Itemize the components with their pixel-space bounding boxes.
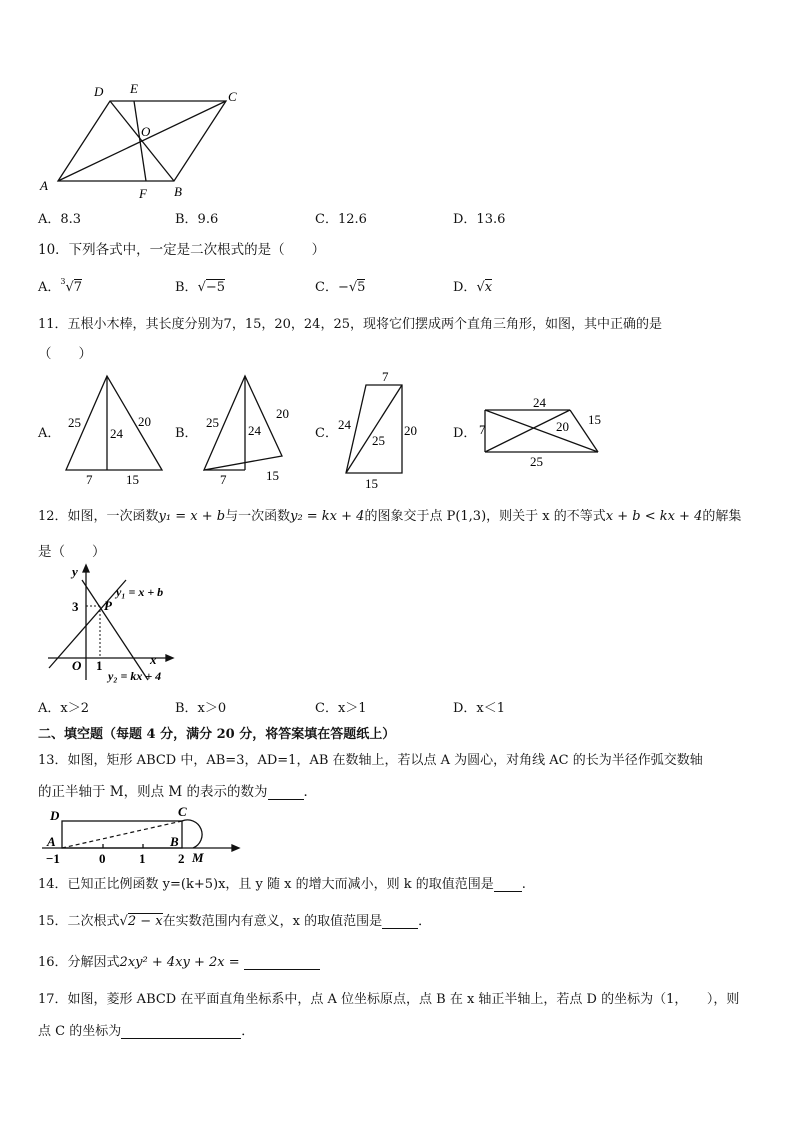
q11b-label-20: 20 — [276, 406, 289, 421]
q10-option-b-radicand: −5 — [205, 280, 226, 295]
q13-line2 — [38, 780, 317, 800]
q16-expression: 2xy² + 4xy + 2x = — [119, 955, 240, 970]
q11-option-a-label[interactable]: A． — [38, 426, 61, 441]
q15-answer-blank[interactable] — [382, 914, 418, 929]
q10-option-a-radicand: 7 — [73, 280, 83, 295]
q13-label-B: B — [170, 834, 179, 849]
q12-option-b[interactable]: B．x＞0 — [175, 701, 227, 716]
q17-line2-end: ． — [241, 1024, 255, 1039]
q12-tick-3: 3 — [72, 599, 79, 614]
q11d-label-25: 25 — [530, 454, 543, 469]
q11-figure-b — [198, 370, 308, 488]
q16 — [38, 951, 320, 970]
q10-option-d[interactable] — [453, 276, 492, 295]
radical-sign: √ — [197, 280, 206, 295]
q17-line2-text: 点 C 的坐标为 — [38, 1024, 122, 1039]
q11b-label-24: 24 — [248, 423, 261, 438]
q9-option-d[interactable]: D．13.6 — [453, 212, 506, 227]
cube-root-index: 3 — [60, 277, 66, 286]
fig9-label-O: O — [141, 124, 151, 139]
q13-label-M: M — [192, 850, 204, 865]
q11c-label-20: 20 — [404, 423, 417, 438]
q12-y1-label: y₁ = x + b — [116, 585, 164, 599]
fig9-label-C: C — [228, 89, 237, 104]
q12-y2-expression: y₂ = kx + 4 — [290, 509, 365, 524]
q10-option-c-radicand: 5 — [357, 280, 366, 295]
q13-label-C: C — [178, 804, 187, 819]
q14-end: . — [521, 877, 526, 892]
q12-stem-mid2: 的图象交于点 P(1,3)，则关于 x 的不等式 — [364, 509, 606, 524]
q17-answer-blank[interactable] — [121, 1024, 241, 1039]
q10-option-d-radicand: x — [484, 280, 493, 295]
q12-y1-expression: y₁ = x + b — [158, 509, 226, 524]
q10-option-c-sign: − — [337, 280, 349, 295]
q9-option-c[interactable]: C．12.6 — [315, 212, 367, 227]
q9-parallelogram-figure — [36, 80, 256, 202]
q13-tick-2: 2 — [178, 851, 185, 866]
q14-answer-blank[interactable] — [494, 877, 522, 892]
q11c-label-15: 15 — [365, 476, 378, 491]
q12-inequality: x + b < kx + 4 — [605, 509, 703, 524]
fig9-label-D: D — [94, 84, 104, 99]
q11-stem-line2: （ ） — [38, 346, 92, 362]
q14 — [38, 873, 526, 892]
q11-option-c-label[interactable]: C． — [315, 426, 338, 441]
q11a-label-7: 7 — [86, 472, 93, 487]
q12-stem-pre: 12．如图，一次函数 — [38, 509, 159, 524]
fig9-label-E: E — [130, 81, 138, 96]
q12-option-c[interactable]: C．x＞1 — [315, 701, 367, 716]
fig9-label-F: F — [139, 186, 147, 201]
q12-tick-1: 1 — [96, 658, 103, 673]
q11d-label-20: 20 — [556, 419, 569, 434]
q10-option-b[interactable] — [175, 276, 225, 295]
q17-line1: 17．如图，菱形 ABCD 在平面直角坐标系中，点 A 位坐标原点，点 B 在 x 轴正半轴上，若点 D 的坐标为（1， ），则 — [38, 992, 740, 1007]
q11b-label-7: 7 — [220, 472, 227, 487]
fig9-label-B: B — [174, 184, 182, 199]
q15-post: 在实数范围内有意义，x 的取值范围是 — [162, 914, 383, 929]
q12-stem-post: 的解集 — [702, 509, 742, 524]
q11-option-d-label[interactable]: D． — [453, 426, 477, 441]
fig9-label-A: A — [40, 178, 48, 193]
q13-label-A: A — [47, 834, 56, 849]
q11-option-b-label[interactable]: B． — [175, 426, 198, 441]
q10-option-c-label: C． — [315, 280, 338, 295]
q11-figure-d — [472, 394, 612, 470]
q11a-label-15: 15 — [126, 472, 139, 487]
q15-pre: 15．二次根式 — [38, 914, 120, 929]
q11b-label-15: 15 — [266, 468, 279, 483]
q11a-label-20: 20 — [138, 414, 151, 429]
q13-line2-text: 的正半轴于 M，则点 M 的表示的数为 — [38, 784, 268, 800]
section-2-heading: 二、填空题（每题 4 分，满分 20 分，将答案填在答题纸上） — [38, 727, 396, 742]
q12-option-d[interactable]: D．x＜1 — [453, 701, 506, 716]
q12-origin-label: O — [72, 658, 82, 673]
radical-sign: √ — [65, 280, 74, 295]
q15 — [38, 910, 431, 929]
radical-sign: √ — [476, 280, 485, 295]
q13-number-line-figure — [38, 802, 246, 866]
q10-option-a[interactable] — [38, 276, 82, 295]
q10-option-c[interactable] — [315, 276, 365, 295]
q11a-label-24: 24 — [110, 426, 123, 441]
q12-stem-line1 — [38, 505, 741, 524]
q11-stem-line1: 11．五根小木棒，其长度分别为7，15，20，24，25，现将它们摆成两个直角三角形，如图，其中正确的是 — [38, 317, 662, 332]
q12-graph — [44, 562, 194, 690]
q9-option-a[interactable]: A．8.3 — [38, 212, 82, 227]
q17-line2 — [38, 1020, 254, 1039]
q10-option-d-label: D． — [453, 280, 477, 295]
radical-sign: √ — [348, 280, 358, 295]
q11c-label-7: 7 — [382, 369, 389, 384]
q13-line1: 13．如图，矩形 ABCD 中，AB=3，AD=1，AB 在数轴上，若以点 A 为圆心，对角线 AC 的长为半径作弧交数轴 — [38, 753, 703, 768]
q10-option-a-label: A． — [38, 280, 61, 295]
q11-figure-a — [60, 370, 170, 488]
q11c-label-24: 24 — [338, 417, 351, 432]
q12-stem-mid1: 与一次函数 — [225, 509, 291, 524]
q15-radicand: 2 − x — [127, 914, 163, 929]
q12-axis-x-label: x — [150, 652, 157, 667]
q11a-label-25: 25 — [68, 415, 81, 430]
q16-pre: 16．分解因式 — [38, 955, 120, 970]
q11d-label-24: 24 — [533, 395, 546, 410]
q11-figure-c — [336, 366, 436, 492]
q13-tick-neg1: −1 — [46, 851, 60, 866]
q15-end: ． — [418, 914, 432, 929]
q9-option-b[interactable]: B．9.6 — [175, 212, 219, 227]
q13-line2-end: ． — [303, 784, 318, 800]
q11d-label-15: 15 — [588, 412, 601, 427]
q12-stem-line2: 是（ ） — [38, 544, 106, 560]
radical-sign: √ — [119, 914, 128, 929]
q11d-label-7: 7 — [479, 422, 486, 437]
q12-point-p-label: P — [104, 598, 112, 613]
q13-tick-1: 1 — [139, 851, 146, 866]
q10-option-b-label: B． — [175, 280, 198, 295]
q10-stem: 10．下列各式中，一定是二次根式的是（ ） — [38, 242, 326, 258]
q12-option-a[interactable]: A．x＞2 — [38, 701, 89, 716]
q12-y2-label: y₂ = kx + 4 — [108, 669, 162, 683]
q12-axis-y-label: y — [72, 564, 78, 579]
q14-text: 14．已知正比例函数 y=(k+5)x，且 y 随 x 的增大而减小，则 k 的取值范围是 — [38, 877, 494, 892]
q13-answer-blank[interactable] — [268, 785, 304, 800]
q11b-label-25: 25 — [206, 415, 219, 430]
q13-label-D: D — [50, 808, 60, 823]
q11c-label-25: 25 — [372, 433, 385, 448]
q16-answer-blank[interactable] — [244, 955, 320, 970]
q13-tick-0: 0 — [99, 851, 106, 866]
